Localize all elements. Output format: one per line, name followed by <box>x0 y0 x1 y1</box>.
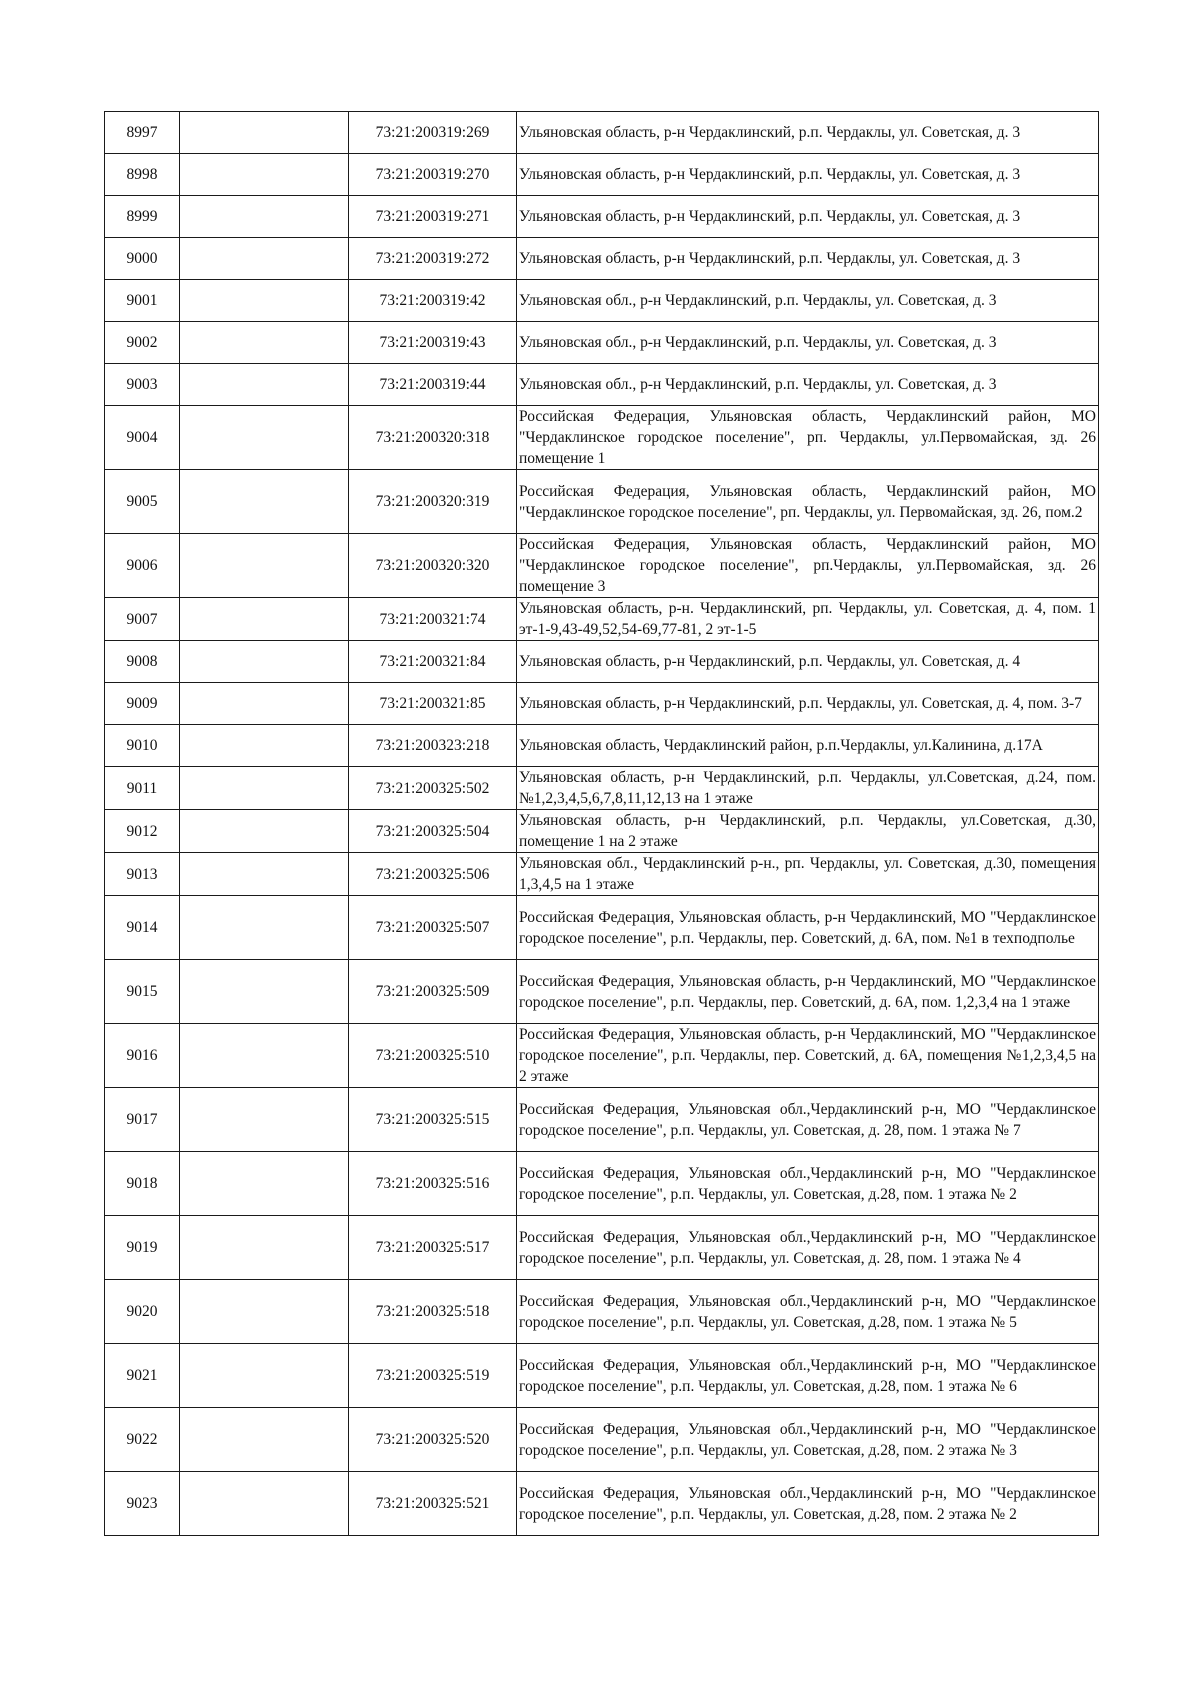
address-cell: Ульяновская область, р-н Чердаклинский, р.п. Чердаклы, ул.Советская, д.30, помещение 1 на 2 этаже <box>517 810 1099 853</box>
row-number-cell: 9009 <box>105 683 180 725</box>
address-cell: Ульяновская область, р-н Чердаклинский, р.п. Чердаклы, ул. Советская, д. 3 <box>517 196 1099 238</box>
row-number-cell: 9000 <box>105 238 180 280</box>
cadastral-number-cell: 73:21:200319:269 <box>349 112 517 154</box>
address-cell: Ульяновская область, р-н Чердаклинский, р.п. Чердаклы, ул. Советская, д. 4, пом. 3-7 <box>517 683 1099 725</box>
blank-cell <box>180 960 349 1024</box>
cadastral-number-cell: 73:21:200319:271 <box>349 196 517 238</box>
cadastral-number-cell: 73:21:200325:506 <box>349 853 517 896</box>
table-row <box>105 1408 1099 1472</box>
address-cell: Ульяновская обл., р-н Чердаклинский, р.п. Чердаклы, ул. Советская, д. 3 <box>517 280 1099 322</box>
blank-cell <box>180 112 349 154</box>
blank-cell <box>180 406 349 470</box>
row-number-cell: 9021 <box>105 1344 180 1408</box>
blank-cell <box>180 725 349 767</box>
cadastral-number-cell: 73:21:200320:320 <box>349 534 517 598</box>
blank-cell <box>180 853 349 896</box>
address-cell: Российская Федерация, Ульяновская обл.,Чердаклинский р-н, МО "Чердаклинское городское поселение", р.п. Чердаклы, ул. Советская, д. 28, пом. 1 этажа № 4 <box>517 1216 1099 1280</box>
row-number-cell: 9019 <box>105 1216 180 1280</box>
address-cell: Российская Федерация, Ульяновская обл.,Чердаклинский р-н, МО "Чердаклинское городское поселение", р.п. Чердаклы, ул. Советская, д.28, пом. 2 этажа № 3 <box>517 1408 1099 1472</box>
cadastral-number-cell: 73:21:200319:44 <box>349 364 517 406</box>
address-cell: Ульяновская область, р-н Чердаклинский, р.п. Чердаклы, ул. Советская, д. 3 <box>517 154 1099 196</box>
table-row <box>105 683 1099 725</box>
address-cell: Российская Федерация, Ульяновская обл.,Чердаклинский р-н, МО "Чердаклинское городское поселение", р.п. Чердаклы, ул. Советская, д.28, пом. 1 этажа № 2 <box>517 1152 1099 1216</box>
row-number-cell: 9003 <box>105 364 180 406</box>
address-cell: Российская Федерация, Ульяновская обл.,Чердаклинский р-н, МО "Чердаклинское городское поселение", р.п. Чердаклы, ул. Советская, д. 28, пом. 1 этажа № 7 <box>517 1088 1099 1152</box>
address-cell: Ульяновская обл., Чердаклинский р-н., рп. Чердаклы, ул. Советская, д.30, помещения 1,3,4,5 на 1 этаже <box>517 853 1099 896</box>
row-number-cell: 8998 <box>105 154 180 196</box>
row-number-cell: 9015 <box>105 960 180 1024</box>
table-row <box>105 534 1099 598</box>
row-number-cell: 9002 <box>105 322 180 364</box>
row-number-cell: 9020 <box>105 1280 180 1344</box>
table-row <box>105 853 1099 896</box>
cadastral-number-cell: 73:21:200325:521 <box>349 1472 517 1536</box>
table-row <box>105 238 1099 280</box>
row-number-cell: 9004 <box>105 406 180 470</box>
table-row <box>105 154 1099 196</box>
blank-cell <box>180 683 349 725</box>
table-row <box>105 810 1099 853</box>
cadastral-number-cell: 73:21:200319:272 <box>349 238 517 280</box>
blank-cell <box>180 1280 349 1344</box>
address-cell: Ульяновская область, р-н. Чердаклинский, рп. Чердаклы, ул. Советская, д. 4, пом. 1 эт-1-9,43-49,52,54-69,77-81, 2 эт-1-5 <box>517 598 1099 641</box>
blank-cell <box>180 322 349 364</box>
row-number-cell: 9006 <box>105 534 180 598</box>
blank-cell <box>180 154 349 196</box>
table-row <box>105 641 1099 683</box>
cadastral-number-cell: 73:21:200319:43 <box>349 322 517 364</box>
cadastral-number-cell: 73:21:200325:515 <box>349 1088 517 1152</box>
table-row <box>105 406 1099 470</box>
blank-cell <box>180 767 349 810</box>
table-row <box>105 896 1099 960</box>
table-row <box>105 470 1099 534</box>
row-number-cell: 9005 <box>105 470 180 534</box>
blank-cell <box>180 1088 349 1152</box>
blank-cell <box>180 196 349 238</box>
row-number-cell: 9007 <box>105 598 180 641</box>
address-cell: Ульяновская обл., р-н Чердаклинский, р.п. Чердаклы, ул. Советская, д. 3 <box>517 364 1099 406</box>
row-number-cell: 9001 <box>105 280 180 322</box>
row-number-cell: 9023 <box>105 1472 180 1536</box>
cadastral-number-cell: 73:21:200321:85 <box>349 683 517 725</box>
blank-cell <box>180 810 349 853</box>
row-number-cell: 9016 <box>105 1024 180 1088</box>
row-number-cell: 9018 <box>105 1152 180 1216</box>
blank-cell <box>180 1152 349 1216</box>
table-row <box>105 1024 1099 1088</box>
cadastral-number-cell: 73:21:200325:507 <box>349 896 517 960</box>
blank-cell <box>180 1408 349 1472</box>
table-row <box>105 725 1099 767</box>
address-cell: Ульяновская область, р-н Чердаклинский, р.п. Чердаклы, ул. Советская, д. 4 <box>517 641 1099 683</box>
row-number-cell: 9011 <box>105 767 180 810</box>
row-number-cell: 9014 <box>105 896 180 960</box>
address-cell: Ульяновская область, Чердаклинский район, р.п.Чердаклы, ул.Калинина, д.17А <box>517 725 1099 767</box>
address-cell: Российская Федерация, Ульяновская обл.,Чердаклинский р-н, МО "Чердаклинское городское поселение", р.п. Чердаклы, ул. Советская, д.28, пом. 1 этажа № 5 <box>517 1280 1099 1344</box>
blank-cell <box>180 1024 349 1088</box>
cadastral-number-cell: 73:21:200325:518 <box>349 1280 517 1344</box>
row-number-cell: 8999 <box>105 196 180 238</box>
address-cell: Российская Федерация, Ульяновская область, Чердаклинский район, МО "Чердаклинское городское поселение", рп. Чердаклы, ул.Первомайская, зд. 26 помещение 1 <box>517 406 1099 470</box>
address-cell: Российская Федерация, Ульяновская область, Чердаклинский район, МО "Чердаклинское городское поселение", рп. Чердаклы, ул. Первомайская, зд. 26, пом.2 <box>517 470 1099 534</box>
cadastral-number-cell: 73:21:200325:502 <box>349 767 517 810</box>
address-cell: Российская Федерация, Ульяновская область, р-н Чердаклинский, МО "Чердаклинское городское поселение", р.п. Чердаклы, пер. Советский, д. 6А, помещения №1,2,3,4,5 на 2 этаже <box>517 1024 1099 1088</box>
table-row <box>105 1088 1099 1152</box>
row-number-cell: 9008 <box>105 641 180 683</box>
cadastral-number-cell: 73:21:200320:318 <box>349 406 517 470</box>
cadastral-number-cell: 73:21:200321:74 <box>349 598 517 641</box>
address-cell: Ульяновская область, р-н Чердаклинский, р.п. Чердаклы, ул. Советская, д. 3 <box>517 238 1099 280</box>
cadastral-number-cell: 73:21:200325:520 <box>349 1408 517 1472</box>
address-cell: Российская Федерация, Ульяновская область, р-н Чердаклинский, МО "Чердаклинское городское поселение", р.п. Чердаклы, пер. Советский, д. 6А, пом. №1 в техподполье <box>517 896 1099 960</box>
table-row <box>105 112 1099 154</box>
cadastral-number-cell: 73:21:200325:504 <box>349 810 517 853</box>
address-cell: Ульяновская область, р-н Чердаклинский, р.п. Чердаклы, ул. Советская, д. 3 <box>517 112 1099 154</box>
blank-cell <box>180 598 349 641</box>
cadastral-number-cell: 73:21:200325:519 <box>349 1344 517 1408</box>
address-cell: Российская Федерация, Ульяновская область, Чердаклинский район, МО "Чердаклинское городское поселение", рп.Чердаклы, ул.Первомайская, зд. 26 помещение 3 <box>517 534 1099 598</box>
cadastral-number-cell: 73:21:200325:509 <box>349 960 517 1024</box>
row-number-cell: 8997 <box>105 112 180 154</box>
cadastral-number-cell: 73:21:200323:218 <box>349 725 517 767</box>
cadastral-number-cell: 73:21:200325:510 <box>349 1024 517 1088</box>
table-row <box>105 364 1099 406</box>
address-cell: Российская Федерация, Ульяновская обл.,Чердаклинский р-н, МО "Чердаклинское городское поселение", р.п. Чердаклы, ул. Советская, д.28, пом. 1 этажа № 6 <box>517 1344 1099 1408</box>
blank-cell <box>180 470 349 534</box>
table-row <box>105 196 1099 238</box>
row-number-cell: 9012 <box>105 810 180 853</box>
row-number-cell: 9010 <box>105 725 180 767</box>
blank-cell <box>180 1344 349 1408</box>
cadastral-number-cell: 73:21:200320:319 <box>349 470 517 534</box>
cadastral-number-cell: 73:21:200321:84 <box>349 641 517 683</box>
address-cell: Ульяновская область, р-н Чердаклинский, р.п. Чердаклы, ул.Советская, д.24, пом. №1,2,3,4,5,6,7,8,11,12,13 на 1 этаже <box>517 767 1099 810</box>
cadastral-number-cell: 73:21:200325:516 <box>349 1152 517 1216</box>
address-cell: Российская Федерация, Ульяновская область, р-н Чердаклинский, МО "Чердаклинское городское поселение", р.п. Чердаклы, пер. Советский, д. 6А, пом. 1,2,3,4 на 1 этаже <box>517 960 1099 1024</box>
address-cell: Российская Федерация, Ульяновская обл.,Чердаклинский р-н, МО "Чердаклинское городское поселение", р.п. Чердаклы, ул. Советская, д.28, пом. 2 этажа № 2 <box>517 1472 1099 1536</box>
table-row <box>105 280 1099 322</box>
blank-cell <box>180 280 349 322</box>
cadastral-number-cell: 73:21:200319:270 <box>349 154 517 196</box>
blank-cell <box>180 534 349 598</box>
table-row <box>105 598 1099 641</box>
cadastral-number-cell: 73:21:200325:517 <box>349 1216 517 1280</box>
address-cell: Ульяновская обл., р-н Чердаклинский, р.п. Чердаклы, ул. Советская, д. 3 <box>517 322 1099 364</box>
table-row <box>105 960 1099 1024</box>
cadastral-number-cell: 73:21:200319:42 <box>349 280 517 322</box>
blank-cell <box>180 364 349 406</box>
table-row <box>105 1344 1099 1408</box>
table-row <box>105 767 1099 810</box>
table-body <box>105 112 1099 1536</box>
table-row <box>105 1216 1099 1280</box>
blank-cell <box>180 1472 349 1536</box>
property-registry-table <box>104 111 1099 1536</box>
row-number-cell: 9022 <box>105 1408 180 1472</box>
table-row <box>105 1472 1099 1536</box>
blank-cell <box>180 238 349 280</box>
blank-cell <box>180 641 349 683</box>
table-row <box>105 322 1099 364</box>
row-number-cell: 9013 <box>105 853 180 896</box>
table-row <box>105 1152 1099 1216</box>
blank-cell <box>180 1216 349 1280</box>
row-number-cell: 9017 <box>105 1088 180 1152</box>
table-row <box>105 1280 1099 1344</box>
blank-cell <box>180 896 349 960</box>
